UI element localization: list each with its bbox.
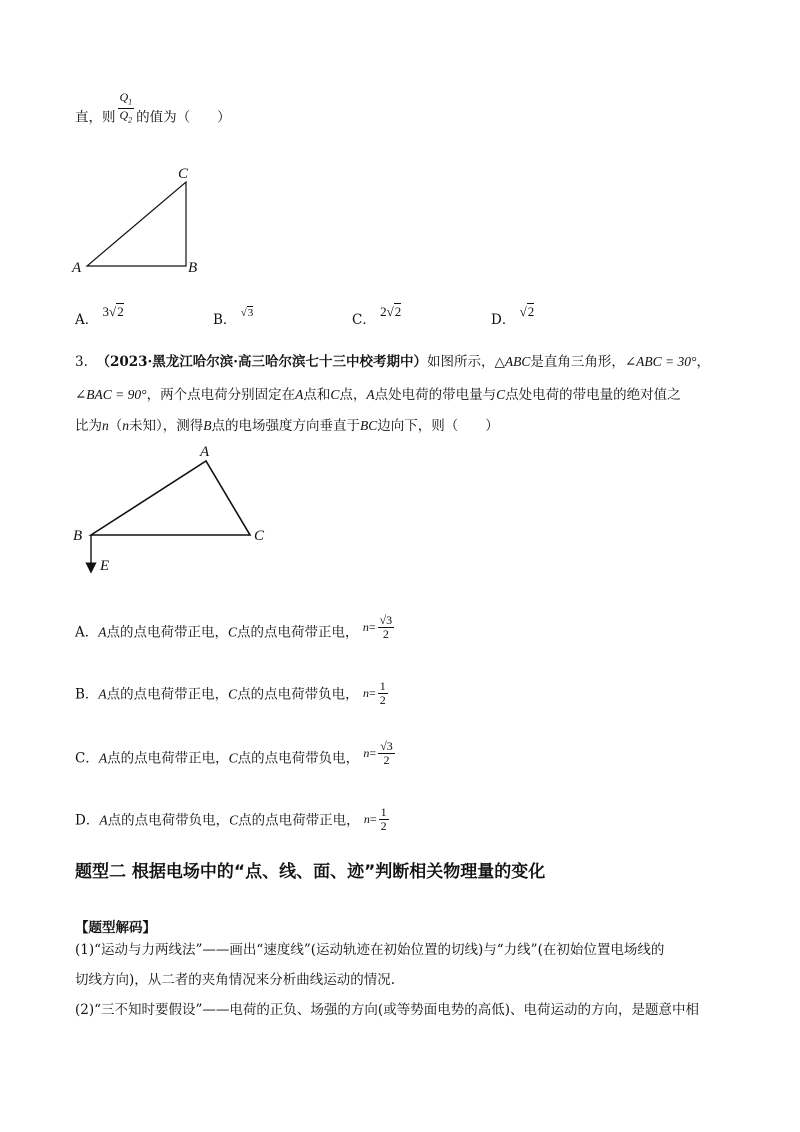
q3-option-c-formula: n= $\frac{√3}{2}$ [363,739,393,767]
q3-label-a: A [200,444,210,460]
q3-option-a[interactable]: A．A点的点电荷带正电，C点的点电荷带正电， n= $\frac{√3}{2}$ [75,620,396,647]
q3-stem-line-2: ∠BAC = 90°，两个点电荷分别固定在A点和C点，A点处电荷的带电量与C点处电荷的带电量的绝对值之 [75,387,681,403]
q3-option-c[interactable]: C．A点的点电荷带正电，C点的点电荷带负电， n= $\frac{√3}{2}$ [75,746,397,773]
q2-stem-prefix: 直，则 [75,109,116,126]
q3-stem-line-3: 比为n（n未知），测得B点的电场强度方向垂直于BC边向下，则（ ） [75,418,499,434]
decode-label: 【题型解码】 [75,920,156,936]
q3-stem-line-1: 3. （2023·黑龙江哈尔滨·高三哈尔滨七十三中校考期中）如图所示，△ABC是直角三角形，∠ABC = 30°， [75,354,710,370]
q3-option-d[interactable]: D．A点的点电荷带负电，C点的点电荷带正电， n= $\frac{1}{2}$ [75,808,391,835]
q3-option-b-formula: n= $\frac{1}{2}$ [362,679,386,707]
decode-p2-line-1: (2)“三不知时要假设”——电荷的正负、场强的方向(或等势面电势的高低)、电荷运动的方向，是题意中相 [75,1002,699,1018]
q2-option-d[interactable]: D． √2 [491,304,535,328]
q2-option-b[interactable]: B． $^{√3}$ [213,307,254,328]
q3-source: （2023·黑龙江哈尔滨·高三哈尔滨七十三中校考期中） [96,354,427,370]
q3-option-b[interactable]: B．A点的点电荷带正电，C点的点电荷带负电， n= $\frac{1}{2}$ [75,682,390,709]
q3-label-e: E [100,558,110,574]
q2-stem-suffix: 的值为（ ） [136,109,231,126]
q2-triangle-figure [60,160,220,285]
q2-triangle [87,182,186,266]
q2-option-b-value: √3 [240,307,254,319]
q2-option-a-value: 3√2 [102,304,124,319]
q3-label-c: C [254,528,265,544]
q3-option-d-formula: n= $\frac{1}{2}$ [363,805,387,833]
q2-label-a: A [72,260,82,276]
q3-triangle-figure [65,440,285,580]
q2-option-d-value: √2 [519,304,535,319]
q2-option-c[interactable]: C． 2√2 [352,304,402,328]
q3-option-a-formula: n= $\frac{√3}{2}$ [362,613,393,641]
q2-label-c: C [178,166,189,182]
q2-label-b: B [188,260,198,276]
q2-option-a[interactable]: A． 3√2 [75,304,124,328]
q3-label-b: B [73,528,83,544]
q2-option-c-value: 2√2 [380,304,402,319]
decode-p1-line-2: 切线方向)，从二者的夹角情况来分析曲线运动的情况. [75,972,396,988]
section-title: 题型二 根据电场中的“点、线、面、迹”判断相关物理量的变化 [75,862,546,882]
q3-triangle [91,461,250,535]
q2-ratio-fraction: $\frac{Q_1}{Q_2}$ [119,90,133,125]
decode-p1-line-1: (1)“运动与力两线法”——画出“速度线”(运动轨迹在初始位置的切线)与“力线”(在初始位置电场线的 [75,942,665,958]
q2-stem-tail [75,90,231,136]
